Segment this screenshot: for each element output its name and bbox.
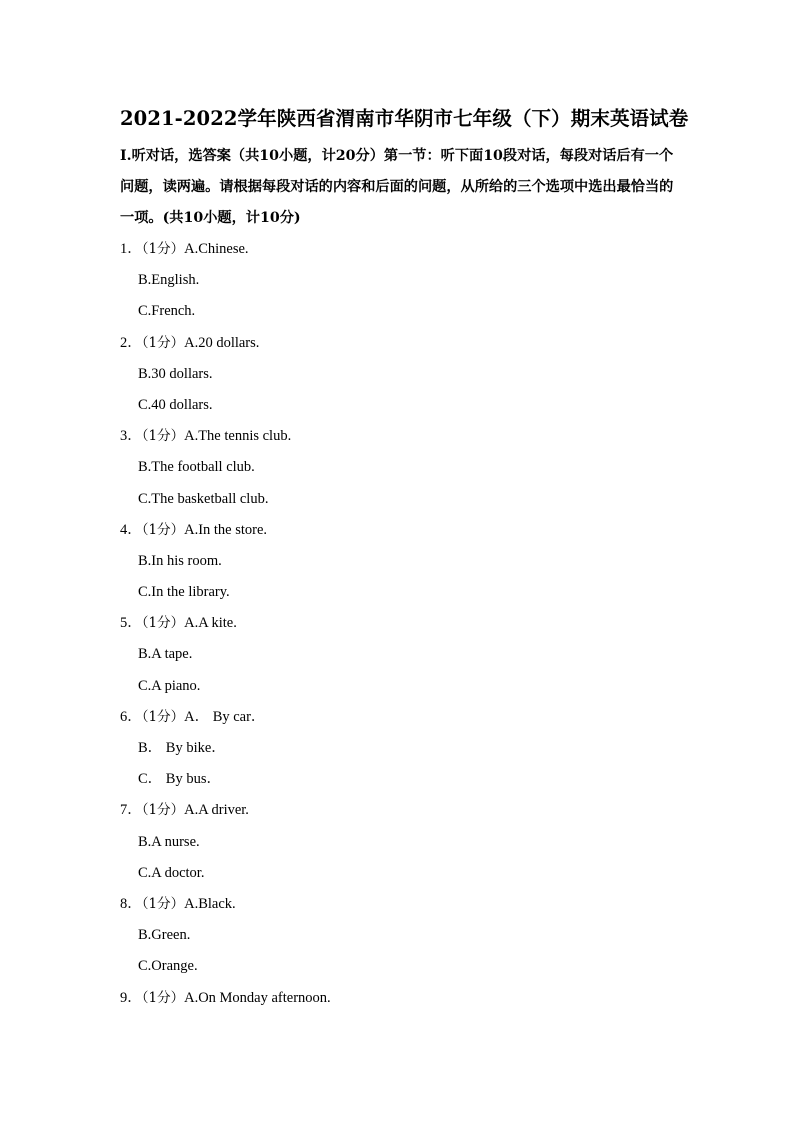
question-item [120, 983, 680, 1014]
option-a: A.The tennis club. [184, 428, 292, 445]
option-a: A.On Monday afternoon. [184, 989, 331, 1006]
question-number: 4． [120, 521, 142, 538]
option-b: B.English. [138, 272, 200, 289]
question-item [120, 515, 680, 546]
question-item [120, 234, 680, 265]
question-number: 7． [120, 802, 142, 819]
option-a: A.20 dollars. [184, 334, 260, 351]
option-a: A.Black. [184, 895, 236, 912]
question-number: 9． [120, 989, 142, 1006]
question-score: （1分） [141, 334, 185, 351]
option-c: C.French. [138, 303, 196, 320]
question-number: 8． [120, 895, 142, 912]
option-c: C.A piano. [138, 677, 201, 694]
question-item [120, 889, 680, 920]
option-c: C.The basketball club. [138, 490, 269, 507]
question-number: 3． [120, 428, 142, 445]
question-score: （1分） [141, 241, 185, 257]
option-a: A.In the store. [184, 521, 268, 538]
question-score: （1分） [141, 802, 185, 819]
option-a: A.A kite. [184, 615, 237, 632]
question-number: 6． [120, 708, 142, 725]
question-list [120, 234, 680, 1014]
question-score: （1分） [141, 428, 185, 445]
option-b: B.Green. [138, 927, 191, 944]
option-b: B.30 dollars. [138, 365, 213, 382]
question-item [120, 795, 680, 826]
question-score: （1分） [141, 708, 185, 725]
question-score: （1分） [141, 895, 185, 912]
question-item [120, 421, 680, 452]
option-c: C.In the library. [138, 584, 230, 601]
option-b: B.A tape. [138, 646, 193, 663]
option-b: B． By bike． [138, 740, 226, 756]
option-a: A.A driver. [184, 802, 249, 819]
section-instructions [120, 141, 680, 234]
question-number: 5． [120, 615, 142, 632]
option-c: C.Orange. [138, 958, 198, 975]
question-item [120, 702, 680, 733]
option-a: A.Chinese. [184, 241, 249, 257]
exam-title: 2021-2022学年陕西省渭南市华阴市七年级（下）期末英语试卷 [120, 107, 689, 130]
option-c: C． By bus． [138, 771, 221, 788]
option-a: A． By car． [184, 708, 266, 725]
question-number: 1． [120, 241, 142, 257]
instruction-line: I.听对话，选答案（共10小题，计20分）第一节：听下面10段对话，每段对话后有一个 [120, 148, 674, 164]
question-number: 2． [120, 334, 142, 351]
option-c: C.A doctor. [138, 864, 205, 881]
question-score: （1分） [141, 521, 185, 538]
instruction-line: 问题，读两遍。请根据每段对话的内容和后面的问题，从所给的三个选项中选出最恰当的 [120, 179, 674, 195]
question-item [120, 608, 680, 639]
question-score: （1分） [141, 989, 185, 1006]
question-item [120, 328, 680, 359]
question-score: （1分） [141, 615, 185, 632]
option-b: B.The football club. [138, 459, 255, 476]
option-c: C.40 dollars. [138, 396, 213, 413]
option-b: B.In his room. [138, 552, 222, 569]
instruction-line: 一项。(共10小题，计10分) [120, 210, 301, 226]
option-b: B.A nurse. [138, 833, 200, 850]
